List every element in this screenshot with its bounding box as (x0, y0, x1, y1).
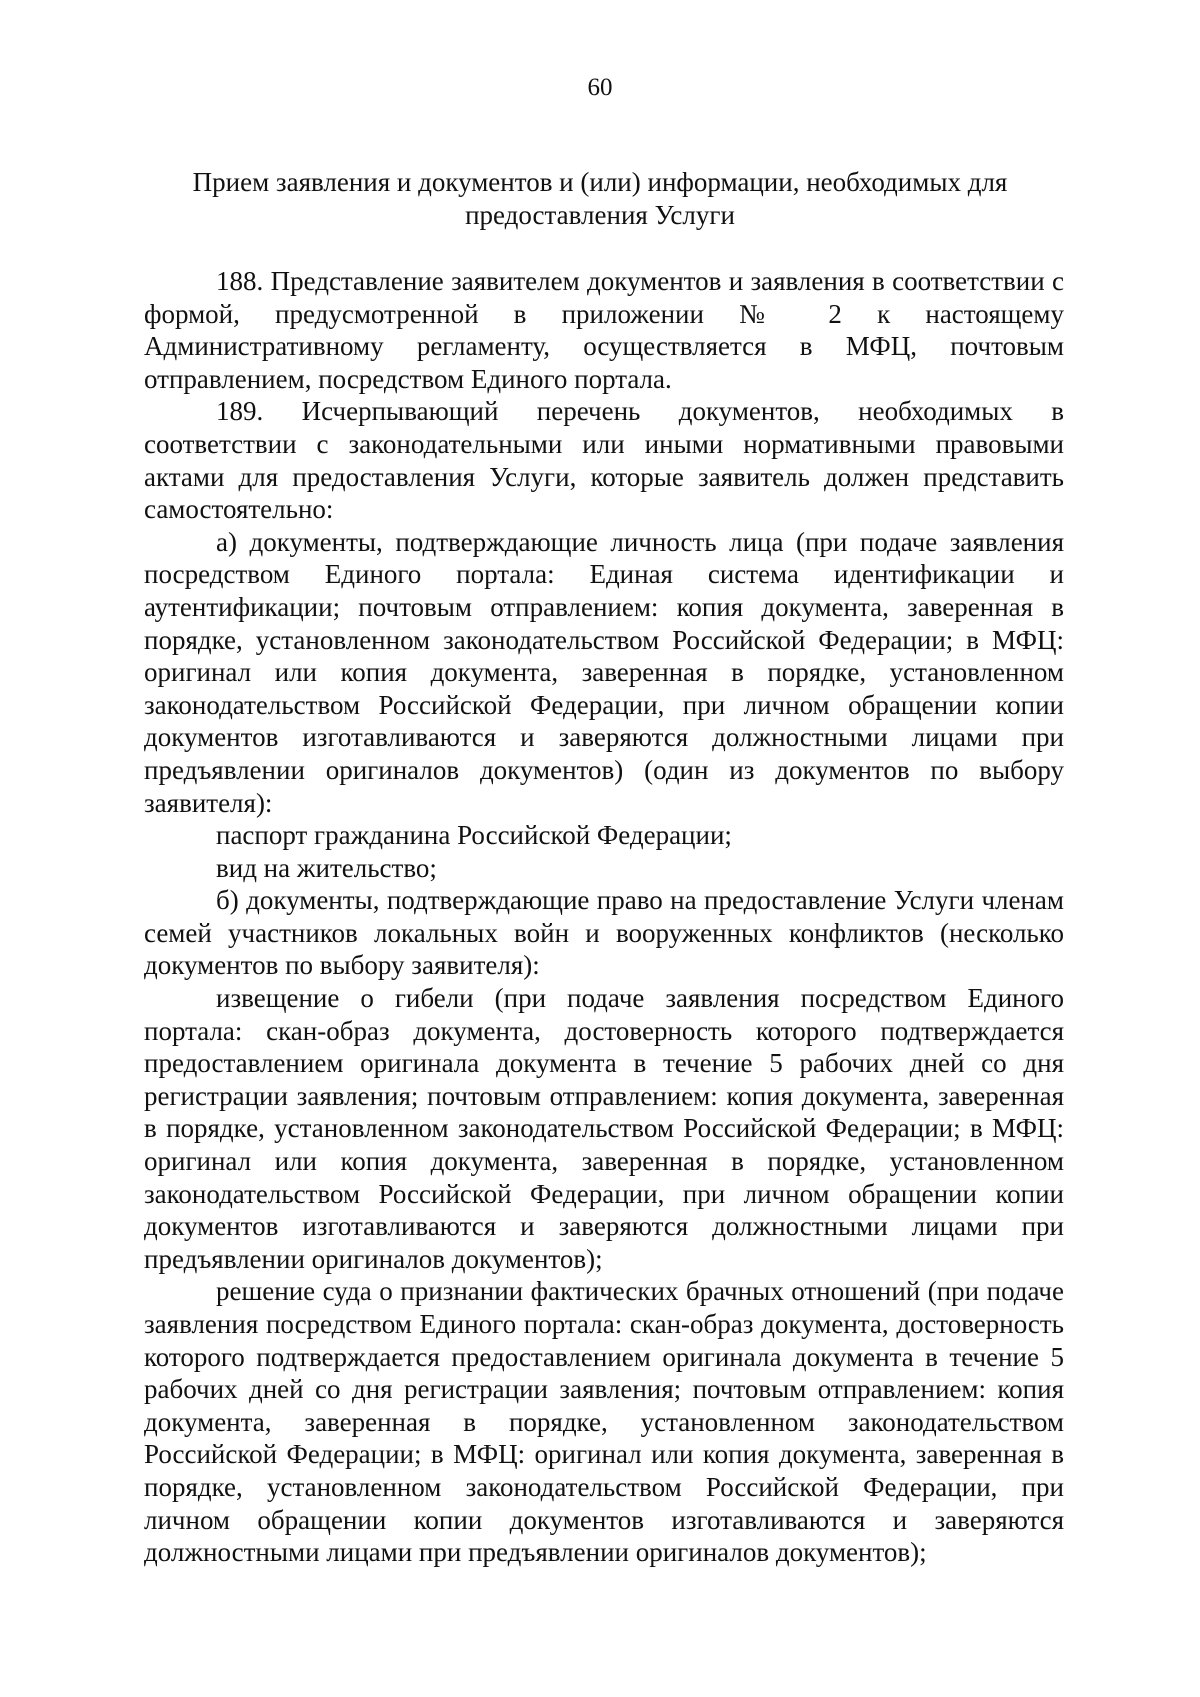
paragraph-residence-permit: вид на жительство; (216, 852, 437, 883)
section-heading-line-2: предоставления Услуги (465, 200, 735, 230)
paragraph-court-decision: решение суда о признании фактических брачных отношений (при подаче заявления посредством Единого портала: скан-образ документа, достоверность которого подтверждается предоставлением оригинала документа в течение 5 рабочих дней со дня регистрации заявления; почтовым отправлением: копия документа, заверенная в порядке, установленном законодательством Российской Федерации; в МФЦ: оригинал или копия документа, заверенная в порядке, установленном законодательством Российской Федерации, при личном обращении копии документов изготавливаются и заверяются должностными лицами при предъявлении оригиналов документов); (144, 1276, 1064, 1568)
paragraph-item-b: б) документы, подтверждающие право на предоставление Услуги членам семей участников локальных войн и вооруженных конфликтов (несколько документов по выбору заявителя): (144, 885, 1064, 981)
section-heading (150, 166, 1050, 232)
page-number: 60 (587, 74, 613, 101)
paragraph-item-a: а) документы, подтверждающие личность лица (при подаче заявления посредством Единого портала: Единая система идентификации и аутентификации; почтовым отправлением: копия документа, заверенная в порядке, установленном законодательством Российской Федерации; в МФЦ: оригинал или копия документа, заверенная в порядке, установленном законодательством Российской Федерации, при личном обращении копии документов изготавливаются и заверяются должностными лицами при предъявлении оригиналов документов) (один из документов по выбору заявителя): (144, 526, 1064, 818)
paragraph-188: 188. Представление заявителем документов и заявления в соответствии с формой, предусмотренной в приложении № 2 к настоящему Административному регламенту, осуществляется в МФЦ, почтовым отправлением, посредством Единого портала. (144, 266, 1064, 394)
paragraph-189: 189. Исчерпывающий перечень документов, необходимых в соответствии с законодательными или иными нормативными правовыми актами для предоставления Услуги, которые заявитель должен представить самостоятельно: (144, 396, 1064, 525)
section-heading-line-1: Прием заявления и документов и (или) информации, необходимых для (192, 167, 1008, 197)
document-body (144, 265, 1064, 1569)
paragraph-death-notice: извещение о гибели (при подаче заявления посредством Единого портала: скан-образ документа, достоверность которого подтверждается предоставлением оригинала документа в течение 5 рабочих дней со дня регистрации заявления; почтовым отправлением: копия документа, заверенная в порядке, установленном законодательством Российской Федерации; в МФЦ: оригинал или копия документа, заверенная в порядке, установленном законодательством Российской Федерации, при личном обращении копии документов изготавливаются и заверяются должностными лицами при предъявлении оригиналов документов); (144, 983, 1064, 1274)
paragraph-passport: паспорт гражданина Российской Федерации; (216, 820, 732, 851)
